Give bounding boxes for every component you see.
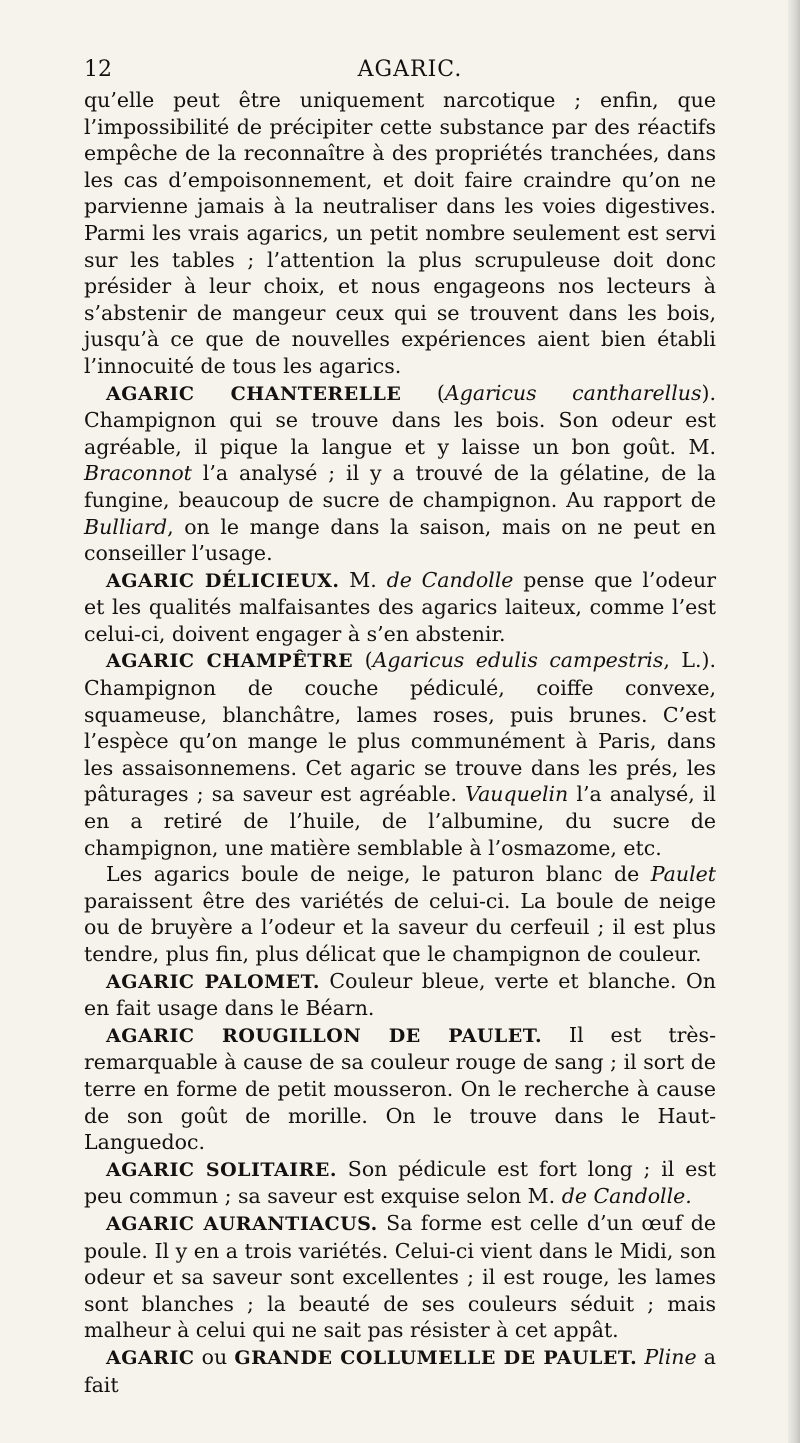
entry-grande-collumelle <box>84 1344 716 1398</box>
latin-name: Agaricus edulis campestris <box>372 648 664 673</box>
continued-paragraph <box>84 87 716 380</box>
latin-name: Agaricus cantharellus <box>444 380 702 405</box>
text-run: Les agarics boule de neige, le paturon blanc de <box>106 862 651 887</box>
author-name: Paulet <box>650 862 716 887</box>
author-name: Bulliard <box>84 514 168 539</box>
text-run: , L.). Champignon de couche pédiculé, coiffe convexe, squameuse, blanchâtre, lames roses, puis brunes. C’est l’espèce qu’on mange le plus communément à Paris, dans les assaisonnemens. Cet agaric se trouve dans les prés, les pâturages ; sa saveur est agréable. <box>84 648 716 807</box>
entry-heading: AGARIC CHAMPÊTRE <box>106 650 354 673</box>
paragraph-boule-de-neige <box>84 861 716 967</box>
text-run: ( <box>401 380 445 405</box>
text-run: l’a analysé, il en a retiré de l’huile, de l’albumine, du sucre de champignon, une matière semblable à l’osmazome, etc. <box>84 782 716 860</box>
entry-chanterelle <box>84 380 716 567</box>
text-run: Couleur bleue, verte et blanche. On en fait usage dans le Béarn. <box>84 968 716 1021</box>
entry-delicieux <box>84 567 716 648</box>
author-name: de Candolle <box>386 567 514 592</box>
entry-heading: AGARIC ROUGILLON DE PAULET. <box>106 1024 543 1047</box>
text-run: pense que l’odeur et les qualités malfaisantes des agarics laiteux, comme l’est celui-ci, doivent engager à s’en abstenir. <box>84 567 717 646</box>
entry-champetre <box>84 647 716 861</box>
text-run: ou <box>194 1344 235 1369</box>
text-run: Sa forme est celle d’un œuf de poule. Il y en a trois variétés. Celui-ci vient dans le Midi, son odeur et sa saveur sont excellentes ; il est rouge, les lames sont blanches ; la beauté de ses couleurs séduit ; mais malheur à celui qui ne sait pas résister à cet appât. <box>84 1210 716 1343</box>
entry-heading: AGARIC PALOMET. <box>106 970 320 993</box>
text-run: paraissent être des variétés de celui-ci. La boule de neige ou de bruyère a l’odeur et la saveur du cerfeuil ; il est plus tendre, plus fin, plus délicat que le champignon de couleur. <box>84 888 716 966</box>
page-header <box>84 55 716 85</box>
author-name: de Candolle. <box>561 1184 692 1209</box>
entry-rougillon <box>84 1022 716 1156</box>
entry-solitaire <box>84 1156 716 1210</box>
entry-palomet <box>84 968 716 1022</box>
author-name: Vauquelin <box>465 782 569 807</box>
text-run: ( <box>353 648 373 673</box>
text-run: ). Champignon qui se trouve dans les bois. Son odeur est agréable, il pique la langue et y laisse un bon goût. M. <box>84 380 716 459</box>
paragraph-text: qu’elle peut être uniquement narcotique ; enfin, que l’impossibilité de précipiter cette substance par des réactifs empêche de la reconnaître à des propriétés tranchées, dans les cas d’empoisonnement, et doit faire craindre qu’on ne parvienne jamais à la neutraliser dans les voies digestives. Parmi les vrais agarics, un petit nombre seulement est servi sur les tables ; l’attention la plus scrupuleuse doit donc présider à leur choix, et nous engageons nos lecteurs à s’abstenir de mangeur ceux qui se trouvent dans les bois, jusqu’à ce que de nouvelles expériences aient bien établi l’innocuité de tous les agarics. <box>84 88 716 378</box>
entry-heading: AGARIC <box>106 1346 195 1369</box>
entry-heading: AGARIC AURANTIACUS. <box>106 1212 378 1235</box>
page-number: 12 <box>84 57 112 82</box>
author-name: Pline <box>644 1344 697 1369</box>
text-run: Il est très-remarquable à cause de sa couleur rouge de sang ; il sort de terre en forme de petit mousseron. On le recherche à cause de son goût de morille. On le trouve dans le Haut-Languedoc. <box>84 1022 716 1155</box>
book-page <box>84 55 716 1398</box>
author-name: Braconnot <box>84 461 192 486</box>
text-run: Son pédicule est fort long ; il est peu commun ; sa saveur est exquise selon M. <box>84 1156 716 1209</box>
text-run: a fait <box>84 1344 716 1397</box>
text-run: , on le mange dans la saison, mais on ne peut en conseiller l’usage. <box>84 514 716 566</box>
text-run: l’a analysé ; il y a trouvé de la gélatine, de la fungine, beaucoup de sucre de champignon. Au rapport de <box>84 461 716 512</box>
running-title: AGARIC. <box>357 57 463 82</box>
page-edge-shadow <box>788 0 800 1443</box>
text-run: M. <box>339 567 387 592</box>
entry-aurantiacus <box>84 1210 716 1344</box>
entry-heading: GRANDE COLLUMELLE DE PAULET. <box>234 1346 638 1369</box>
entry-heading: AGARIC CHANTERELLE <box>106 382 402 405</box>
entry-heading: AGARIC SOLITAIRE. <box>106 1158 338 1181</box>
entry-heading: AGARIC DÉLICIEUX. <box>106 569 340 592</box>
